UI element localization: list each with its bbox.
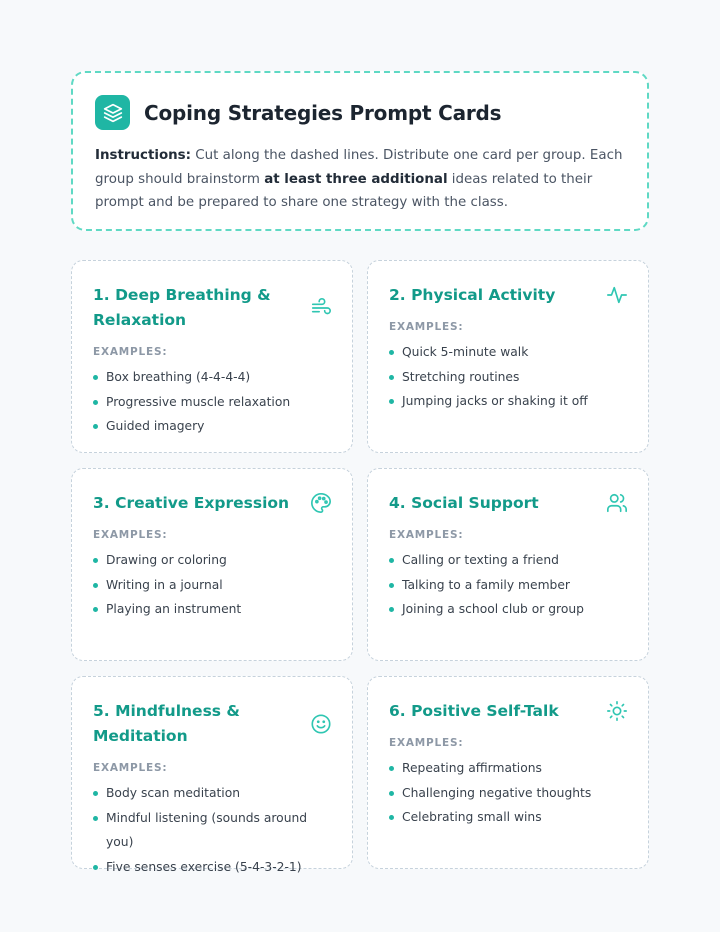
palette-icon	[310, 492, 332, 514]
prompt-card-deep-breathing	[71, 260, 353, 453]
instructions-card	[71, 71, 649, 231]
prompt-card-physical-activity	[367, 260, 649, 453]
list-item: Box breathing (4-4-4-4)	[93, 365, 332, 390]
card-title: 5. Mindfulness & Meditation	[93, 702, 240, 745]
list-item: Body scan meditation	[93, 781, 332, 806]
list-item: Progressive muscle relaxation	[93, 390, 332, 415]
examples-label: EXAMPLES:	[93, 529, 168, 541]
list-item: Calling or texting a friend	[389, 548, 628, 573]
smile-icon	[310, 713, 332, 735]
list-item: Guided imagery	[93, 414, 332, 439]
list-item: Playing an instrument	[93, 597, 332, 622]
page-title: Coping Strategies Prompt Cards	[144, 100, 502, 125]
list-item: Stretching routines	[389, 365, 628, 390]
card-title: 1. Deep Breathing & Relaxation	[93, 286, 271, 329]
prompt-card-creative-expression	[71, 468, 353, 661]
examples-list	[93, 548, 332, 622]
list-item: Five senses exercise (5-4-3-2-1)	[93, 855, 332, 880]
card-title: 6. Positive Self-Talk	[389, 702, 559, 720]
examples-label: EXAMPLES:	[389, 737, 464, 749]
examples-list	[389, 756, 628, 830]
title-row	[95, 95, 625, 130]
layers-icon	[95, 95, 130, 130]
list-item: Drawing or coloring	[93, 548, 332, 573]
list-item: Challenging negative thoughts	[389, 781, 628, 806]
examples-list	[389, 340, 628, 414]
list-item: Jumping jacks or shaking it off	[389, 389, 628, 414]
list-item: Celebrating small wins	[389, 805, 628, 830]
list-item: Joining a school club or group	[389, 597, 628, 622]
instructions-label: Instructions:	[95, 148, 192, 163]
examples-list	[93, 781, 332, 880]
instructions-emphasis: at least three additional	[264, 171, 448, 187]
examples-label: EXAMPLES:	[389, 321, 464, 333]
list-item: Repeating affirmations	[389, 756, 628, 781]
activity-icon	[606, 284, 628, 306]
list-item: Quick 5-minute walk	[389, 340, 628, 365]
examples-list	[93, 365, 332, 439]
list-item: Talking to a family member	[389, 573, 628, 598]
sun-icon	[606, 700, 628, 722]
card-title: 3. Creative Expression	[93, 494, 290, 512]
instructions-part-2: ideas related to their prompt and be prepared to share one strategy with the class.	[95, 171, 593, 210]
prompt-card-positive-self-talk	[367, 676, 649, 869]
list-item: Writing in a journal	[93, 573, 332, 598]
card-title: 4. Social Support	[389, 494, 539, 512]
wind-icon	[310, 297, 332, 319]
examples-label: EXAMPLES:	[389, 529, 464, 541]
card-title: 2. Physical Activity	[389, 286, 556, 304]
examples-label: EXAMPLES:	[93, 346, 168, 358]
examples-label: EXAMPLES:	[93, 762, 168, 774]
prompt-card-social-support	[367, 468, 649, 661]
examples-list	[389, 548, 628, 622]
instructions-part-1: Cut along the dashed lines. Distribute one card per group. Each group should brainstorm	[95, 148, 623, 187]
prompt-card-mindfulness	[71, 676, 353, 875]
users-icon	[606, 492, 628, 514]
list-item: Mindful listening (sounds around you)	[93, 806, 332, 855]
instructions-text	[95, 144, 625, 215]
